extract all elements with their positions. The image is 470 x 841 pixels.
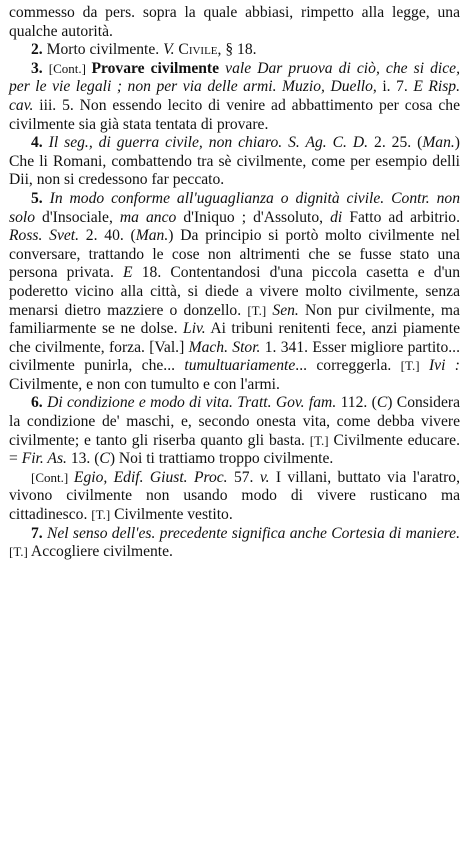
text-run: di	[330, 208, 343, 226]
text-run: C	[99, 450, 110, 468]
text-run: Morto civilmente.	[46, 41, 164, 59]
text-run: v.	[259, 468, 270, 486]
text-run: [Cont.]	[31, 469, 74, 485]
text-run: 2. 40. (	[79, 227, 136, 245]
text-run: Ivi :	[428, 357, 460, 375]
text-run: 57.	[227, 468, 260, 486]
sense-subparagraph	[9, 469, 460, 525]
text-run: vale Dar pruova di ciò, che si dice, per le vie legali ; non per via delle armi. Muzio, Duello	[9, 59, 461, 96]
text-run: Accogliere civilmente.	[27, 543, 173, 561]
text-run: d'Insociale,	[35, 208, 120, 226]
sense-number: 5.	[31, 189, 43, 207]
text-run: Civile	[178, 41, 218, 59]
sense-number: 6.	[31, 394, 43, 412]
text-run: Civilmente vestito.	[110, 506, 233, 524]
sense-2	[9, 41, 460, 60]
text-run: ... correggerla.	[295, 357, 401, 375]
text-run: Civilmente, e non con tumulto e con l'armi.	[9, 375, 280, 393]
entry-senses	[9, 41, 460, 562]
text-run: [T.]	[247, 302, 267, 318]
sense-3	[9, 60, 460, 134]
text-run: V.	[163, 41, 179, 59]
text-run: iii. 5. Non essendo lecito di venire ad abbattimento per cosa che civilmente sia già stata tentata di provare.	[9, 96, 460, 133]
text-run: ) Che li Romani, combattendo tra sè civilmente, come per esempio delli Dii, non si credessono far peccato.	[9, 134, 460, 189]
text-run: [T.]	[400, 358, 420, 374]
text-run: Liv.	[183, 320, 206, 338]
text-run: Provare civilmente	[91, 59, 220, 77]
text-run: ma anco	[119, 208, 177, 226]
text-run	[420, 357, 429, 374]
text-run: E	[123, 264, 133, 282]
text-run: ) Da principio si portò molto civilmente nel conversare, trattando le cose non altrimenti che se fusse stato una persona privata.	[9, 227, 460, 282]
sense-number: 7.	[31, 524, 43, 542]
text-run: [Cont.]	[48, 60, 92, 76]
text-run: E Risp. cav.	[9, 78, 460, 114]
text-run: In modo conforme all'uguaglianza o dignità civile. Contr. non solo	[9, 189, 460, 226]
text-run: , i. 7.	[372, 78, 414, 96]
text-run: Ai tribuni renitenti fece, anzi piamente che civilmente, forza. [Val.]	[9, 320, 460, 356]
sense-number: 4.	[31, 134, 43, 152]
text-run: Fatto ad arbitrio.	[342, 208, 460, 226]
text-run: Fir. As.	[21, 450, 67, 468]
text-run: Non pur civilmente, ma familiarmente se ne dolse.	[9, 301, 460, 338]
text-run: Egio, Edif. Giust. Proc.	[73, 468, 228, 486]
sense-4	[9, 134, 460, 190]
text-run: [T.]	[9, 544, 28, 560]
text-run: , § 18.	[217, 41, 257, 59]
text-run: C	[376, 394, 388, 412]
text-run: I villani, buttato via l'aratro, vivono civilmente non usando modo di vivere rusticano ma cittadinesco.	[9, 468, 460, 524]
text-run: Mach. Stor.	[188, 338, 261, 356]
text-run: [T.]	[309, 432, 329, 448]
text-run: Man.	[422, 134, 455, 152]
text-run: 1. 341. Esser migliore partito... civilmente punirla, che...	[9, 338, 460, 375]
sense-number: 2.	[31, 41, 43, 59]
text-run: Di condizione e modo di vita. Tratt. Gov. fam.	[47, 394, 337, 412]
text-run: ) Considera la condizione de' maschi, e, secondo onesta vita, come debba vivere civilmente; e tanto gli riserba quanto gli basta.	[9, 394, 461, 449]
text-run: 2. 25. (	[368, 134, 423, 152]
text-run: tumultuariamente	[184, 357, 296, 375]
text-run: 18. Contentandosi d'una piccola casetta e d'un poderetto vicino alla città, si diede a vivere molto civilmente, senza menarsi dietro mazziere o donzello.	[9, 264, 461, 319]
text-run: d'Iniquo ; d'Assoluto,	[176, 208, 331, 226]
text-run: Sen.	[272, 301, 299, 319]
text-run: Man.	[135, 227, 169, 245]
text-run: [T.]	[91, 507, 111, 523]
sense-8	[9, 525, 460, 562]
sense-5	[9, 190, 460, 395]
sense-number: 3.	[31, 59, 43, 77]
text-run: Ross. Svet.	[9, 227, 80, 245]
text-run: Nel senso dell'es. precedente significa anche Cortesia di maniere.	[46, 524, 460, 542]
text-run: 13. (	[66, 450, 100, 468]
text-run: 112. (	[336, 394, 377, 412]
sense-6	[9, 394, 460, 468]
text-run: Civilmente educare. =	[9, 431, 460, 468]
text-run: ) Noi ti trattiamo troppo civilmente.	[109, 450, 334, 468]
text-run: Il seg., di guerra civile, non chiaro. S. Ag. C. D.	[48, 134, 369, 152]
entry-continuation: commesso da pers. sopra la quale abbiasi, rimpetto alla legge, una qualche autorità.	[9, 4, 460, 40]
